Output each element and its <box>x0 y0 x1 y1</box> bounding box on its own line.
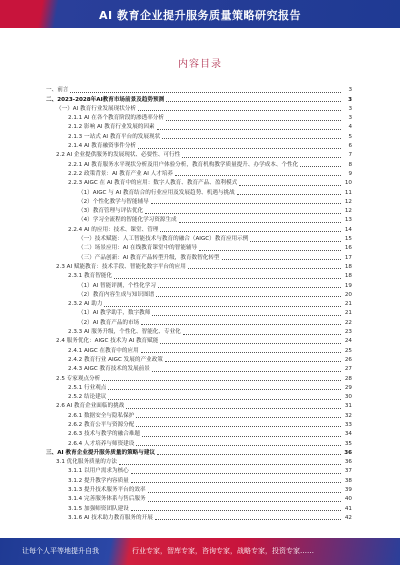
toc-entry-title: 2.6.2 教育公平与资源分配 <box>68 421 135 428</box>
toc-entry[interactable] <box>46 178 352 187</box>
toc-entry-page-number: 35 <box>344 440 352 447</box>
toc-dot-leader <box>179 222 341 223</box>
toc-entry-page-number: 32 <box>344 412 352 419</box>
toc-entry-title: 2.5.2 结论建议 <box>68 394 107 401</box>
toc-entry-title: 2.6.4 人才培养与师资建设 <box>68 440 135 447</box>
toc-entry-page-number: 15 <box>344 236 352 243</box>
toc-entry-page-number: 17 <box>344 254 352 261</box>
toc-entry-page-number: 34 <box>344 431 352 438</box>
toc-entry-title: （二）场景应用：AI 在线教育课堂中的智能辅导 <box>78 245 198 252</box>
toc-entry-page-number: 19 <box>344 282 352 289</box>
toc-dot-leader <box>166 120 341 121</box>
toc-entry-page-number: 7 <box>348 152 352 159</box>
toc-dot-leader <box>136 445 341 446</box>
toc-entry[interactable] <box>46 364 352 373</box>
toc-entry-title: （1）AI 教学助手，数字教师 <box>78 310 151 317</box>
toc-dot-leader <box>131 473 341 474</box>
toc-dot-leader <box>166 101 341 102</box>
toc-entry[interactable] <box>46 197 352 206</box>
toc-entry[interactable] <box>46 401 352 410</box>
toc-dot-leader <box>148 501 341 502</box>
toc-entry-title: 2.6.3 技术与教学的融合难题 <box>68 431 140 438</box>
toc-dot-leader <box>136 417 341 418</box>
toc-entry-title: 2.2 AI 企业提供服务的发展现状、必要性、可行性 <box>56 152 181 159</box>
toc-entry-title: 2.1.1 AI 在各个教育阶段的渗透率分析 <box>68 115 164 122</box>
toc-entry-title: 3.1 优化服务质量的方法 <box>56 459 118 466</box>
toc-entry[interactable] <box>46 410 352 419</box>
toc-entry-title: （一）AI 教育行业发展现状分析 <box>56 105 136 112</box>
toc-entry-page-number: 23 <box>344 329 352 336</box>
toc-entry[interactable] <box>46 336 352 345</box>
toc-entry[interactable] <box>46 150 352 159</box>
toc-entry-title: （3）教育管理与评估优化 <box>78 208 144 215</box>
toc-entry-page-number: 28 <box>344 375 352 382</box>
toc-entry-page-number: 8 <box>348 161 352 168</box>
toc-entry-title: 3.1.4 完善服务体系与售后服务 <box>68 496 146 503</box>
toc-entry-page-number: 31 <box>344 403 352 410</box>
toc-dot-leader <box>145 213 341 214</box>
toc-entry[interactable] <box>46 290 352 299</box>
toc-entry-title: 2.5 专家观点分析 <box>56 375 101 382</box>
toc-dot-leader <box>131 482 341 483</box>
toc-entry-page-number: 3 <box>348 105 352 112</box>
toc-entry-page-number: 3 <box>348 87 352 94</box>
toc-entry-title: （1）AI 智能评测，个性化学习 <box>78 282 156 289</box>
toc-entry-page-number: 21 <box>344 310 352 317</box>
toc-entry-page-number: 13 <box>344 217 352 224</box>
report-title: AI 教育企业提升服务质量策略研究报告 <box>99 9 301 22</box>
toc-entry[interactable] <box>46 215 352 224</box>
toc-entry-page-number: 33 <box>344 421 352 428</box>
toc-dot-leader <box>175 175 341 176</box>
toc-dot-leader <box>141 352 341 353</box>
toc-entry[interactable] <box>46 503 352 512</box>
toc-entry-page-number: 3 <box>348 115 352 122</box>
toc-dot-leader <box>188 268 341 269</box>
toc-dot-leader <box>108 389 341 390</box>
toc-entry-page-number: 9 <box>348 170 352 177</box>
toc-entry[interactable] <box>46 85 352 94</box>
toc-dot-leader <box>104 306 341 307</box>
toc-dot-leader <box>131 510 341 511</box>
toc-entry-page-number: 4 <box>348 124 352 131</box>
toc-entry-title: 2.2.2 政策背景：AI 教育产业 AI 人才培养 <box>68 170 174 177</box>
toc-entry[interactable] <box>46 122 352 131</box>
toc-entry[interactable] <box>46 429 352 438</box>
toc-entry[interactable] <box>46 206 352 215</box>
toc-entry-page-number: 3 <box>348 96 352 103</box>
toc-entry[interactable] <box>46 113 352 122</box>
toc-dot-leader <box>155 519 341 520</box>
toc-entry[interactable] <box>46 448 352 457</box>
toc-entry-page-number: 39 <box>344 487 352 494</box>
toc-entry[interactable] <box>46 383 352 392</box>
toc-dot-leader <box>250 241 341 242</box>
toc-dot-leader <box>138 110 341 111</box>
toc-dot-leader <box>151 203 341 204</box>
toc-entry-title: 2.4.3 AIGC 教育技术的发展前景 <box>68 366 150 373</box>
toc-entry-title: 2.1.2 影响 AI 教育行业发展的因素 <box>68 124 155 131</box>
toc-entry-page-number: 11 <box>344 189 352 196</box>
toc-entry[interactable] <box>46 513 352 522</box>
toc-entry-page-number: 16 <box>344 245 352 252</box>
toc-entry-page-number: 37 <box>344 468 352 475</box>
toc-entry-title: 2.1.3 一站式 AI 教育平台的发展现状 <box>68 133 161 140</box>
toc-entry-page-number: 25 <box>344 347 352 354</box>
toc-entry-title: 3.1.2 提升教学内容质量 <box>68 477 129 484</box>
toc-entry[interactable] <box>46 224 352 233</box>
toc-dot-leader <box>162 138 341 139</box>
toc-dot-leader <box>222 259 341 260</box>
toc-entry[interactable] <box>46 262 352 271</box>
toc-entry-title: 二、2023-2028年AI教育市场前景及趋势预测 <box>46 96 165 103</box>
toc-entry[interactable] <box>46 104 352 113</box>
toc-entry-title: 2.6.1 数据安全与隐私保护 <box>68 412 135 419</box>
toc-entry-page-number: 27 <box>344 366 352 373</box>
toc-entry-page-number: 18 <box>344 263 352 270</box>
toc-entry[interactable] <box>46 373 352 382</box>
toc-dot-leader <box>157 129 341 130</box>
footer-slogan: 让每个人平等地提升自我 <box>22 547 99 555</box>
toc-entry[interactable] <box>46 466 352 475</box>
toc-entry-title: 2.3 AI 赋能教育：技术手段、智能化数字平台的应用 <box>56 263 186 270</box>
toc-dot-leader <box>158 287 341 288</box>
toc-entry-title: 2.4.1 AIGC 在教育中的应用 <box>68 347 139 354</box>
toc-entry[interactable] <box>46 345 352 354</box>
toc-entry-title: 2.3.3 AI 服务升级，个性化、智能化、专业化 <box>68 329 181 336</box>
toc-entry-title: 三、AI 教育企业提升服务质量的策略与建议 <box>46 449 156 456</box>
toc-entry-title: （2）个性化教学与智能辅导 <box>78 198 149 205</box>
toc-entry-title: 2.6 AI 教育企业面临的挑战 <box>56 403 125 410</box>
toc-dot-leader <box>237 194 341 195</box>
footer-tagline: 行业专家，智库专家，咨询专家，战略专家，投资专家…… <box>132 547 314 555</box>
toc-entry-title: 2.1.4 AI 教育融资事件分析 <box>68 143 137 150</box>
toc-entry-title: 2.2.1 AI 教育服务水平现状分析及用户体验分析，教育机构教学质量提升、办学成本、个性化 <box>68 161 299 168</box>
toc-dot-leader <box>183 334 341 335</box>
toc-entry-page-number: 5 <box>348 133 352 140</box>
toc-dot-leader <box>119 464 341 465</box>
toc-entry[interactable] <box>46 94 352 103</box>
toc-entry-page-number: 12 <box>344 208 352 215</box>
toc-entry[interactable] <box>46 141 352 150</box>
toc-entry-page-number: 26 <box>344 356 352 363</box>
toc-dot-leader <box>114 278 341 279</box>
toc-entry-title: 3.1.1 以用户需求为核心 <box>68 468 129 475</box>
toc-entry-page-number: 6 <box>348 143 352 150</box>
toc-entry-page-number: 22 <box>344 319 352 326</box>
toc-entry-page-number: 10 <box>344 180 352 187</box>
toc-entry-title: 2.2.4 AI 的应用：技术、课堂、管理 <box>68 226 159 233</box>
toc-dot-leader <box>142 436 341 437</box>
table-of-contents <box>46 85 352 522</box>
toc-entry[interactable] <box>46 308 352 317</box>
toc-entry[interactable] <box>46 392 352 401</box>
toc-dot-leader <box>152 371 341 372</box>
toc-dot-leader <box>160 343 341 344</box>
toc-dot-leader <box>126 408 341 409</box>
toc-entry-title: （2）AI 教育产品的市场 <box>78 319 140 326</box>
toc-dot-leader <box>70 92 341 93</box>
toc-entry-title: （1）AIGC 与 AI 教育结合的行业应用及发展趋势、机遇与挑战 <box>78 189 235 196</box>
toc-entry-page-number: 42 <box>344 514 352 521</box>
toc-entry-title: 3.1.3 提升技术服务平台的效率 <box>68 487 146 494</box>
toc-entry-title: （三）产品创新：AI 教育产品转型升级，教育数智化转型 <box>78 254 220 261</box>
toc-dot-leader <box>300 166 341 167</box>
toc-entry[interactable] <box>46 159 352 168</box>
toc-heading: 内容目录 <box>178 59 222 70</box>
toc-entry-page-number: 18 <box>344 273 352 280</box>
toc-dot-leader <box>157 454 341 455</box>
toc-entry[interactable] <box>46 252 352 261</box>
toc-entry-title: （4）学习全流程的智能化学习资源生成 <box>78 217 177 224</box>
toc-entry[interactable] <box>46 317 352 326</box>
toc-entry-title: 2.3.2 AI 助力 <box>68 301 103 308</box>
toc-entry[interactable] <box>46 485 352 494</box>
toc-entry[interactable] <box>46 131 352 140</box>
toc-entry[interactable] <box>46 187 352 196</box>
toc-dot-leader <box>102 380 341 381</box>
toc-entry-page-number: 14 <box>344 226 352 233</box>
toc-entry-page-number: 30 <box>344 394 352 401</box>
toc-dot-leader <box>182 157 341 158</box>
toc-entry-title: （一）技术赋能：人工智能技术与教育的融合（AIGC）教育应用示例 <box>78 236 249 243</box>
toc-dot-leader <box>239 185 341 186</box>
toc-dot-leader <box>156 296 341 297</box>
toc-entry[interactable] <box>46 234 352 243</box>
toc-entry-page-number: 12 <box>344 198 352 205</box>
toc-entry-page-number: 40 <box>344 496 352 503</box>
toc-entry[interactable] <box>46 457 352 466</box>
toc-entry[interactable] <box>46 420 352 429</box>
toc-dot-leader <box>160 231 341 232</box>
toc-entry-title: 3.1.6 AI 技术助力教育服务的开展 <box>68 514 153 521</box>
toc-entry-title: 2.2.3 AIGC 在 AI 教育中的应用：数字人教育、教育产品、盈利模式 <box>68 180 238 187</box>
toc-entry[interactable] <box>46 280 352 289</box>
toc-entry-title: 2.4.2 教育行业 AIGC 发展的产业政策 <box>68 356 163 363</box>
toc-entry-page-number: 24 <box>344 338 352 345</box>
toc-entry-page-number: 38 <box>344 477 352 484</box>
toc-dot-leader <box>152 315 341 316</box>
toc-dot-leader <box>141 324 341 325</box>
toc-dot-leader <box>165 361 341 362</box>
toc-entry[interactable] <box>46 494 352 503</box>
toc-entry-title: （2）教育内容生成与知识图谱 <box>78 291 155 298</box>
toc-entry-title: 2.3.1 教育智能化 <box>68 273 112 280</box>
toc-entry[interactable] <box>46 299 352 308</box>
toc-dot-leader <box>108 399 341 400</box>
toc-entry-title: 2.5.1 行业观点 <box>68 384 107 391</box>
toc-entry[interactable] <box>46 169 352 178</box>
toc-entry-page-number: 21 <box>344 301 352 308</box>
toc-entry[interactable] <box>46 243 352 252</box>
toc-entry-page-number: 36 <box>344 449 352 456</box>
toc-entry[interactable] <box>46 271 352 280</box>
toc-dot-leader <box>138 148 341 149</box>
toc-entry-title: 2.4 服务优化：AIGC 技术为 AI 教育赋能 <box>56 338 159 345</box>
toc-dot-leader <box>136 426 341 427</box>
toc-entry[interactable] <box>46 438 352 447</box>
toc-entry-page-number: 20 <box>344 291 352 298</box>
toc-entry-page-number: 41 <box>344 505 352 512</box>
toc-entry-page-number: 36 <box>344 459 352 466</box>
toc-entry-title: 3.1.5 加强师资团队建设 <box>68 505 129 512</box>
toc-dot-leader <box>148 492 341 493</box>
toc-dot-leader <box>199 250 341 251</box>
toc-entry-page-number: 29 <box>344 384 352 391</box>
toc-entry[interactable] <box>46 355 352 364</box>
toc-entry[interactable] <box>46 475 352 484</box>
toc-entry-title: 一、前言 <box>46 87 69 94</box>
toc-entry[interactable] <box>46 327 352 336</box>
